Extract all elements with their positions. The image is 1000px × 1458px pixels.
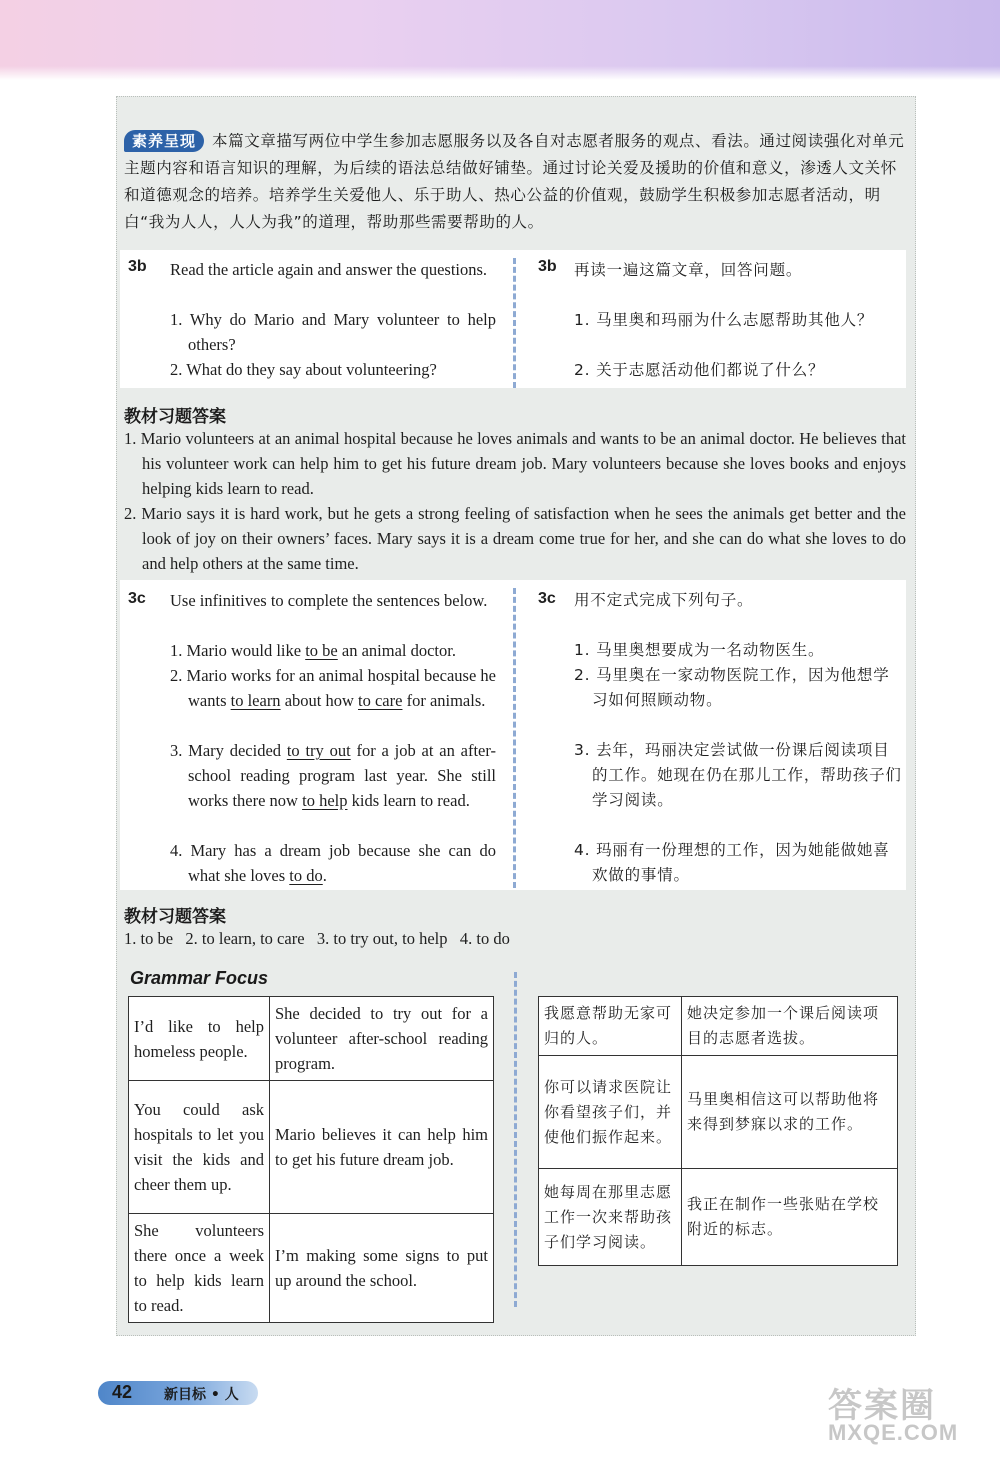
- exercise-instruction-zh: 再读一遍这篇文章，回答问题。: [574, 261, 803, 279]
- sentence-text: for animals.: [402, 691, 486, 710]
- sentence-text: an animal doctor.: [337, 641, 456, 660]
- book-title: 新目标 • 人: [164, 1387, 239, 1403]
- sentence-text: for a job at an after-school reading program last year. She still works there now: [188, 741, 497, 810]
- answer-blank: to learn: [230, 691, 281, 710]
- sentence-3-zh: 3. 去年，玛丽决定尝试做一份课后阅读项目的工作。她现在仍在那儿工作，帮助孩子们学习阅读。: [574, 741, 902, 809]
- exercise-3c-box: [120, 580, 906, 890]
- exercise-number: 3b: [128, 258, 147, 275]
- table-cell: 我愿意帮助无家可归的人。: [539, 997, 682, 1056]
- sentence-4-zh: 4. 玛丽有一份理想的工作，因为她能做她喜欢做的事情。: [574, 841, 890, 884]
- exercise-instruction: Read the article again and answer the questions.: [170, 260, 488, 279]
- top-decorative-band: [0, 0, 1000, 80]
- intro-paragraph: [124, 128, 906, 236]
- answers-block-1: [124, 426, 906, 576]
- exercise-3b-box: [120, 250, 906, 388]
- sentence-1: [170, 638, 496, 663]
- exercise-number: 3c: [128, 590, 146, 607]
- page-number-badge: [98, 1381, 258, 1405]
- table-cell: I’m making some signs to put up around the school.: [270, 1214, 494, 1323]
- grammar-divider: [514, 972, 517, 1307]
- table-row: [129, 1214, 494, 1323]
- exercise-number-zh: 3b: [538, 258, 557, 275]
- page-number: 42: [112, 1382, 133, 1402]
- grammar-table-chinese: [538, 996, 898, 1266]
- table-cell: She volunteers there once a week to help kids learn to read.: [129, 1214, 270, 1323]
- exercise-number-zh: 3c: [538, 590, 556, 607]
- literacy-badge: 素养呈现: [124, 130, 204, 152]
- table-cell: You could ask hospitals to let you visit the kids and cheer them up.: [129, 1081, 270, 1214]
- intro-text: 本篇文章描写两位中学生参加志愿服务以及各自对志愿者服务的观点、看法。通过阅读强化对单元主题内容和语言知识的理解，为后续的语法总结做好铺垫。通过讨论关爱及援助的价值和意义，渗透人文关怀和道德观念的培养。培养学生关爱他人、乐于助人、热心公益的价值观，鼓励学生积极参加志愿者活动，明白“我为人人，人人为我”的道理，帮助那些需要帮助的人。: [124, 132, 905, 231]
- answer-1: 1. Mario volunteers at an animal hospital because he loves animals and wants to be an animal doctor. He believes that his volunteer work can help him to get his future dream job. Mary volunteers because she loves books and enjoys helping kids learn to read.: [124, 429, 906, 498]
- sentence-2: [170, 663, 496, 713]
- answer-2: 2. Mario says it is hard work, but he gets a strong feeling of satisfaction when he sees the animals get better and the look of joy on their owners’ faces. Mary says it is a dream come true for her, and she can do what she loves to do and help others at the same time.: [124, 504, 906, 573]
- table-row: [539, 1169, 898, 1266]
- sentence-text: 2. Mario works for an animal hospital because he wants: [170, 666, 496, 710]
- table-cell: 她决定参加一个课后阅读项目的志愿者选拔。: [682, 997, 898, 1056]
- sentence-text: 3. Mary decided: [170, 741, 287, 760]
- question-1: 1. Why do Mario and Mary volunteer to help others?: [170, 310, 496, 354]
- answers-title: 教材习题答案: [124, 407, 226, 427]
- table-cell: 她每周在那里志愿工作一次来帮助孩子们学习阅读。: [539, 1169, 682, 1266]
- sentence-4: [170, 838, 496, 888]
- answer-blank: to do: [289, 866, 323, 885]
- exercise-instruction: Use infinitives to complete the sentences below.: [170, 591, 488, 610]
- question-1-zh: 1. 马里奥和玛丽为什么志愿帮助其他人？: [574, 311, 874, 329]
- question-2: 2. What do they say about volunteering?: [170, 360, 437, 379]
- question-2-zh: 2. 关于志愿活动他们都说了什么？: [574, 361, 825, 379]
- sentence-2-zh: 2. 马里奥在一家动物医院工作，因为他想学习如何照顾动物。: [574, 666, 890, 709]
- grammar-focus-title: Grammar Focus: [130, 968, 269, 988]
- table-cell: Mario believes it can help him to get his future dream job.: [270, 1081, 494, 1214]
- sentence-text: 1. Mario would like: [170, 641, 306, 660]
- table-cell: I’d like to help homeless people.: [129, 997, 270, 1081]
- exercise-instruction-zh: 用不定式完成下列句子。: [574, 591, 754, 609]
- table-cell: 你可以请求医院让你看望孩子们，并使他们振作起来。: [539, 1056, 682, 1169]
- sentence-text: about how: [280, 691, 359, 710]
- site-watermark: [820, 1378, 980, 1448]
- table-row: [129, 997, 494, 1081]
- answer-blank: to help: [302, 791, 348, 810]
- table-cell: She decided to try out for a volunteer after-school reading program.: [270, 997, 494, 1081]
- answer-blank: to care: [358, 691, 403, 710]
- sentence-3: [170, 738, 496, 813]
- watermark-logo-text: 答案圈: [828, 1387, 936, 1425]
- column-divider: [513, 258, 516, 388]
- table-row: [539, 1056, 898, 1169]
- answers-block-2: 1. to be 2. to learn, to care 3. to try out, to help 4. to do: [124, 929, 510, 948]
- table-row: [129, 1081, 494, 1214]
- watermark-url: MXQE.COM: [828, 1420, 959, 1445]
- answer-blank: to try out: [286, 741, 351, 760]
- sentence-text: kids learn to read.: [347, 791, 470, 810]
- sentence-text: .: [322, 866, 327, 885]
- grammar-table-english: [128, 996, 494, 1323]
- table-cell: 马里奥相信这可以帮助他将来得到梦寐以求的工作。: [682, 1056, 898, 1169]
- answers-title: 教材习题答案: [124, 907, 226, 927]
- column-divider: [513, 588, 516, 888]
- table-cell: 我正在制作一些张贴在学校附近的标志。: [682, 1169, 898, 1266]
- table-row: [539, 997, 898, 1056]
- sentence-1-zh: 1. 马里奥想要成为一名动物医生。: [574, 641, 825, 659]
- answer-blank: to be: [305, 641, 338, 660]
- sentence-text: 4. Mary has a dream job because she can do what she loves: [170, 841, 496, 885]
